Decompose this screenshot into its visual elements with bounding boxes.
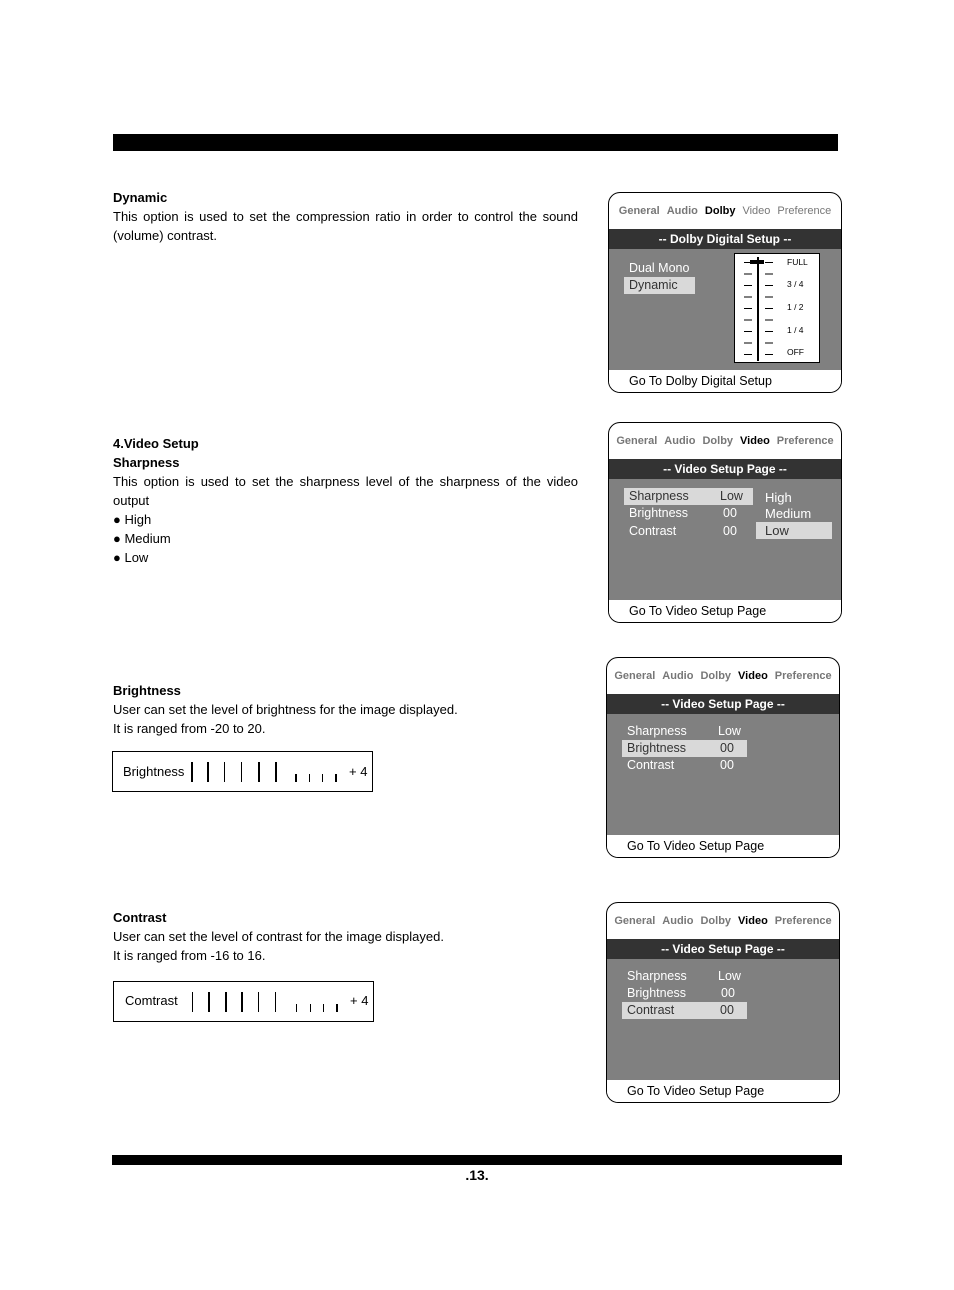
row-label: Sharpness — [627, 724, 687, 738]
tab-audio[interactable]: Audio — [662, 915, 694, 927]
slider-tick — [208, 992, 210, 1012]
dynamic-heading: Dynamic — [113, 190, 168, 205]
tab-general[interactable]: General — [618, 205, 660, 217]
panel-body — [607, 959, 839, 1080]
row-value: 00 — [723, 524, 737, 538]
tab-general[interactable]: General — [614, 670, 656, 682]
panel-footer: Go To Video Setup Page — [609, 600, 841, 622]
row-value: 00 — [720, 1003, 734, 1017]
row-label: Brightness — [627, 986, 687, 1000]
scale-handle[interactable] — [750, 260, 764, 264]
slider-tick — [275, 992, 276, 1012]
tab-video[interactable]: Video — [740, 435, 770, 447]
contrast-section — [113, 908, 578, 965]
scale-left-ticks — [744, 262, 752, 356]
option-low[interactable]: Low — [756, 522, 832, 539]
row-value: 00 — [720, 741, 734, 755]
tab-dolby[interactable]: Dolby — [700, 670, 732, 682]
menu-row-sharpness[interactable] — [627, 968, 747, 985]
slider-tick — [275, 762, 277, 782]
contrast-line-1: User can set the level of contrast for the image displayed. — [113, 929, 444, 944]
scale-right-ticks — [765, 262, 773, 356]
video-setup-section — [113, 434, 578, 567]
brightness-slider[interactable] — [112, 751, 373, 792]
panel-body — [609, 249, 841, 370]
row-value: Low — [720, 489, 743, 503]
slider-tick — [258, 992, 259, 1012]
brightness-line-2: It is ranged from -20 to 20. — [113, 721, 266, 736]
menu-row-contrast[interactable] — [629, 523, 749, 540]
slider-tick — [322, 774, 323, 782]
tab-preference[interactable]: Preference — [776, 435, 834, 447]
slider-label: Comtrast — [125, 993, 178, 1008]
panel-body — [609, 479, 841, 600]
tab-preference[interactable]: Preference — [774, 915, 832, 927]
bullet-medium: ● Medium — [113, 531, 171, 546]
tab-preference[interactable]: Preference — [774, 670, 832, 682]
row-value: 00 — [720, 758, 734, 772]
panel-footer: Go To Video Setup Page — [607, 1080, 839, 1102]
slider-tick — [191, 762, 193, 782]
slider-tick — [225, 992, 227, 1012]
tab-audio[interactable]: Audio — [666, 205, 698, 217]
row-label: Contrast — [627, 758, 675, 772]
video-setup-panel-contrast — [606, 902, 840, 1103]
menu-tabs — [607, 903, 839, 939]
menu-row-contrast[interactable] — [622, 1002, 747, 1019]
row-label: Brightness — [627, 741, 687, 755]
menu-item-dynamic[interactable]: Dynamic — [624, 277, 695, 294]
slider-tick — [241, 762, 242, 782]
panel-body — [607, 714, 839, 835]
menu-item-dual-mono[interactable]: Dual Mono — [629, 261, 690, 275]
bullet-low: ● Low — [113, 550, 149, 565]
panel-title: -- Video Setup Page -- — [607, 939, 839, 959]
scale-label-1-2: 1 / 2 — [787, 302, 804, 312]
brightness-line-1: User can set the level of brightness for the image displayed. — [113, 702, 458, 717]
slider-tick — [258, 762, 260, 782]
slider-tick — [323, 1004, 324, 1012]
scale-label-off: OFF — [787, 347, 804, 357]
row-label: Sharpness — [627, 969, 687, 983]
scale-label-full: FULL — [787, 257, 808, 267]
slider-tick — [207, 762, 209, 782]
row-value: 00 — [721, 986, 735, 1000]
menu-row-sharpness[interactable] — [627, 723, 747, 740]
footer-bar — [112, 1155, 842, 1165]
page-number: .13. — [465, 1167, 489, 1183]
panel-footer: Go To Dolby Digital Setup — [609, 370, 841, 392]
tab-audio[interactable]: Audio — [664, 435, 696, 447]
row-value: Low — [718, 724, 741, 738]
panel-title: -- Dolby Digital Setup -- — [609, 229, 841, 249]
dynamic-description: This option is used to set the compression ratio in order to control the sound (volume) contrast. — [113, 209, 578, 243]
tab-video[interactable]: Video — [738, 670, 768, 682]
contrast-heading: Contrast — [113, 910, 167, 925]
contrast-line-2: It is ranged from -16 to 16. — [113, 948, 266, 963]
brightness-heading: Brightness — [113, 683, 181, 698]
video-setup-heading: 4.Video Setup — [113, 436, 199, 451]
tab-dolby[interactable]: Dolby — [700, 915, 732, 927]
menu-row-contrast[interactable] — [627, 757, 747, 774]
tab-video[interactable]: Video — [738, 915, 768, 927]
tab-dolby[interactable]: Dolby — [704, 205, 736, 217]
slider-tick — [241, 992, 243, 1012]
slider-tick — [309, 774, 310, 782]
slider-tick — [336, 1004, 338, 1012]
tab-general[interactable]: General — [616, 435, 658, 447]
tab-dolby[interactable]: Dolby — [702, 435, 734, 447]
menu-tabs — [607, 658, 839, 694]
scale-label-3-4: 3 / 4 — [787, 279, 804, 289]
contrast-slider[interactable] — [113, 981, 374, 1022]
sharpness-heading: Sharpness — [113, 455, 180, 470]
row-label: Contrast — [627, 1003, 675, 1017]
video-setup-panel-brightness — [606, 657, 840, 858]
slider-tick — [224, 762, 225, 782]
panel-title: -- Video Setup Page -- — [609, 459, 841, 479]
menu-row-brightness[interactable] — [629, 505, 749, 522]
slider-value: + 4 — [350, 993, 369, 1008]
brightness-section — [113, 681, 578, 738]
option-high[interactable]: High — [765, 490, 792, 505]
row-value: Low — [718, 969, 741, 983]
row-label: Contrast — [629, 524, 677, 538]
slider-tick — [335, 774, 337, 782]
slider-value: + 4 — [349, 764, 368, 779]
menu-row-brightness[interactable] — [622, 740, 747, 757]
dynamic-section — [113, 188, 578, 245]
row-value: 00 — [723, 506, 737, 520]
scale-label-1-4: 1 / 4 — [787, 325, 804, 335]
option-medium[interactable]: Medium — [765, 506, 812, 521]
video-setup-panel-sharpness — [608, 422, 842, 623]
row-label: Sharpness — [629, 489, 689, 503]
panel-title: -- Video Setup Page -- — [607, 694, 839, 714]
tab-preference[interactable]: Preference — [777, 205, 832, 217]
menu-tabs — [609, 423, 841, 459]
slider-tick — [310, 1004, 311, 1012]
row-label: Brightness — [629, 506, 689, 520]
sharpness-description: This option is used to set the sharpness level of the sharpness of the video output — [113, 474, 578, 508]
menu-row-sharpness[interactable] — [624, 488, 753, 505]
slider-tick — [295, 774, 297, 782]
slider-tick — [192, 992, 193, 1012]
bullet-high: ● High — [113, 512, 152, 527]
tab-general[interactable]: General — [614, 915, 656, 927]
menu-row-brightness[interactable] — [627, 985, 747, 1002]
slider-tick — [296, 1004, 297, 1012]
menu-tabs — [609, 193, 841, 229]
slider-label: Brightness — [123, 764, 185, 779]
dynamic-level-scale[interactable] — [734, 253, 820, 363]
header-bar — [113, 134, 838, 151]
scale-track — [757, 257, 759, 361]
dolby-setup-panel — [608, 192, 842, 393]
tab-video[interactable]: Video — [742, 205, 771, 217]
panel-footer: Go To Video Setup Page — [607, 835, 839, 857]
tab-audio[interactable]: Audio — [662, 670, 694, 682]
